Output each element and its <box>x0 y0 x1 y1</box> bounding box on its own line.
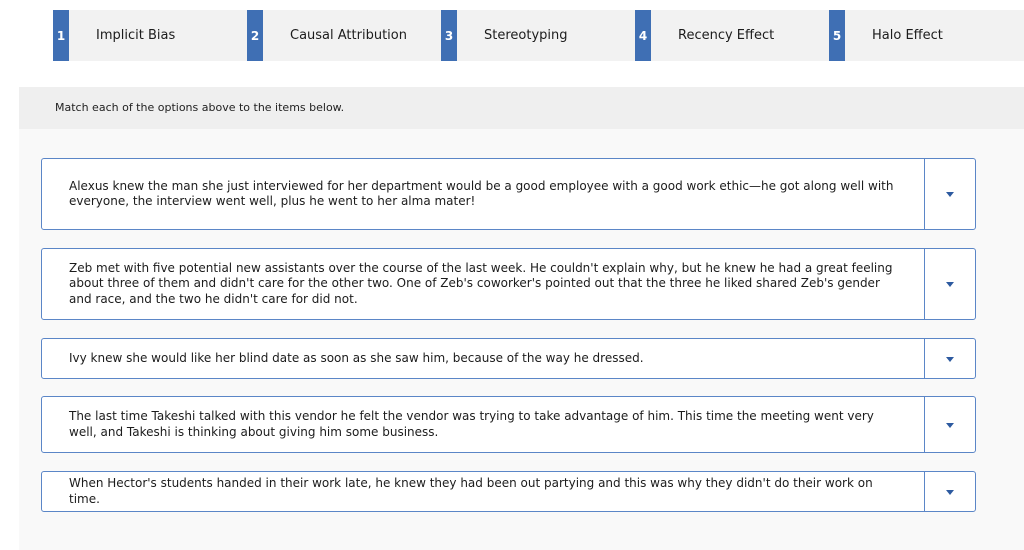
match-item-4 <box>41 396 976 453</box>
option-label: Halo Effect <box>872 28 943 43</box>
match-item-2 <box>41 248 976 320</box>
option-number-badge: 1 <box>53 10 69 61</box>
answer-dropdown[interactable] <box>924 472 975 511</box>
match-item-text: Ivy knew she would like her blind date as soon as she saw him, because of the way he dressed. <box>69 350 644 365</box>
match-item-text: Zeb met with five potential new assistants over the course of the last week. He couldn't explain why, but he knew he had a great feeling about three of them and didn't care for the other two. One of Zeb's coworker's pointed out that the three he liked shared Zeb's gender and race, and the two he didn't care for did not. <box>69 260 893 306</box>
option-1-implicit-bias[interactable] <box>53 10 247 61</box>
option-number-badge: 5 <box>829 10 845 61</box>
answer-dropdown[interactable] <box>924 339 975 378</box>
option-label: Recency Effect <box>678 28 775 43</box>
answer-dropdown[interactable] <box>924 249 975 319</box>
match-item-text: When Hector's students handed in their work late, he knew they had been out partying and this was why they didn't do their work on time. <box>69 476 873 506</box>
option-5-halo-effect[interactable] <box>829 10 1024 61</box>
match-item-1 <box>41 158 976 230</box>
option-number-badge: 4 <box>635 10 651 61</box>
option-label: Causal Attribution <box>290 28 407 43</box>
match-item-3 <box>41 338 976 379</box>
caret-down-icon <box>946 282 954 287</box>
option-number-badge: 2 <box>247 10 263 61</box>
instructions-text: Match each of the options above to the items below. <box>55 101 345 114</box>
option-label: Stereotyping <box>484 28 568 43</box>
option-number-badge: 3 <box>441 10 457 61</box>
caret-down-icon <box>946 192 954 197</box>
option-4-recency-effect[interactable] <box>635 10 829 61</box>
match-item-text: Alexus knew the man she just interviewed for her department would be a good employee with a good work ethic—he got along well with everyone, the interview went well, plus he went to her alma mater! <box>69 178 894 208</box>
options-bar <box>53 10 1024 61</box>
match-item-text: The last time Takeshi talked with this vendor he felt the vendor was trying to take advantage of him. This time the meeting went very well, and Takeshi is thinking about giving him some business. <box>69 409 874 439</box>
option-2-causal-attribution[interactable] <box>247 10 441 61</box>
instructions-bar <box>19 87 1024 129</box>
option-3-stereotyping[interactable] <box>441 10 635 61</box>
match-item-5 <box>41 471 976 512</box>
caret-down-icon <box>946 490 954 495</box>
answer-dropdown[interactable] <box>924 397 975 452</box>
answer-dropdown[interactable] <box>924 159 975 229</box>
option-label: Implicit Bias <box>96 28 176 43</box>
caret-down-icon <box>946 357 954 362</box>
caret-down-icon <box>946 423 954 428</box>
